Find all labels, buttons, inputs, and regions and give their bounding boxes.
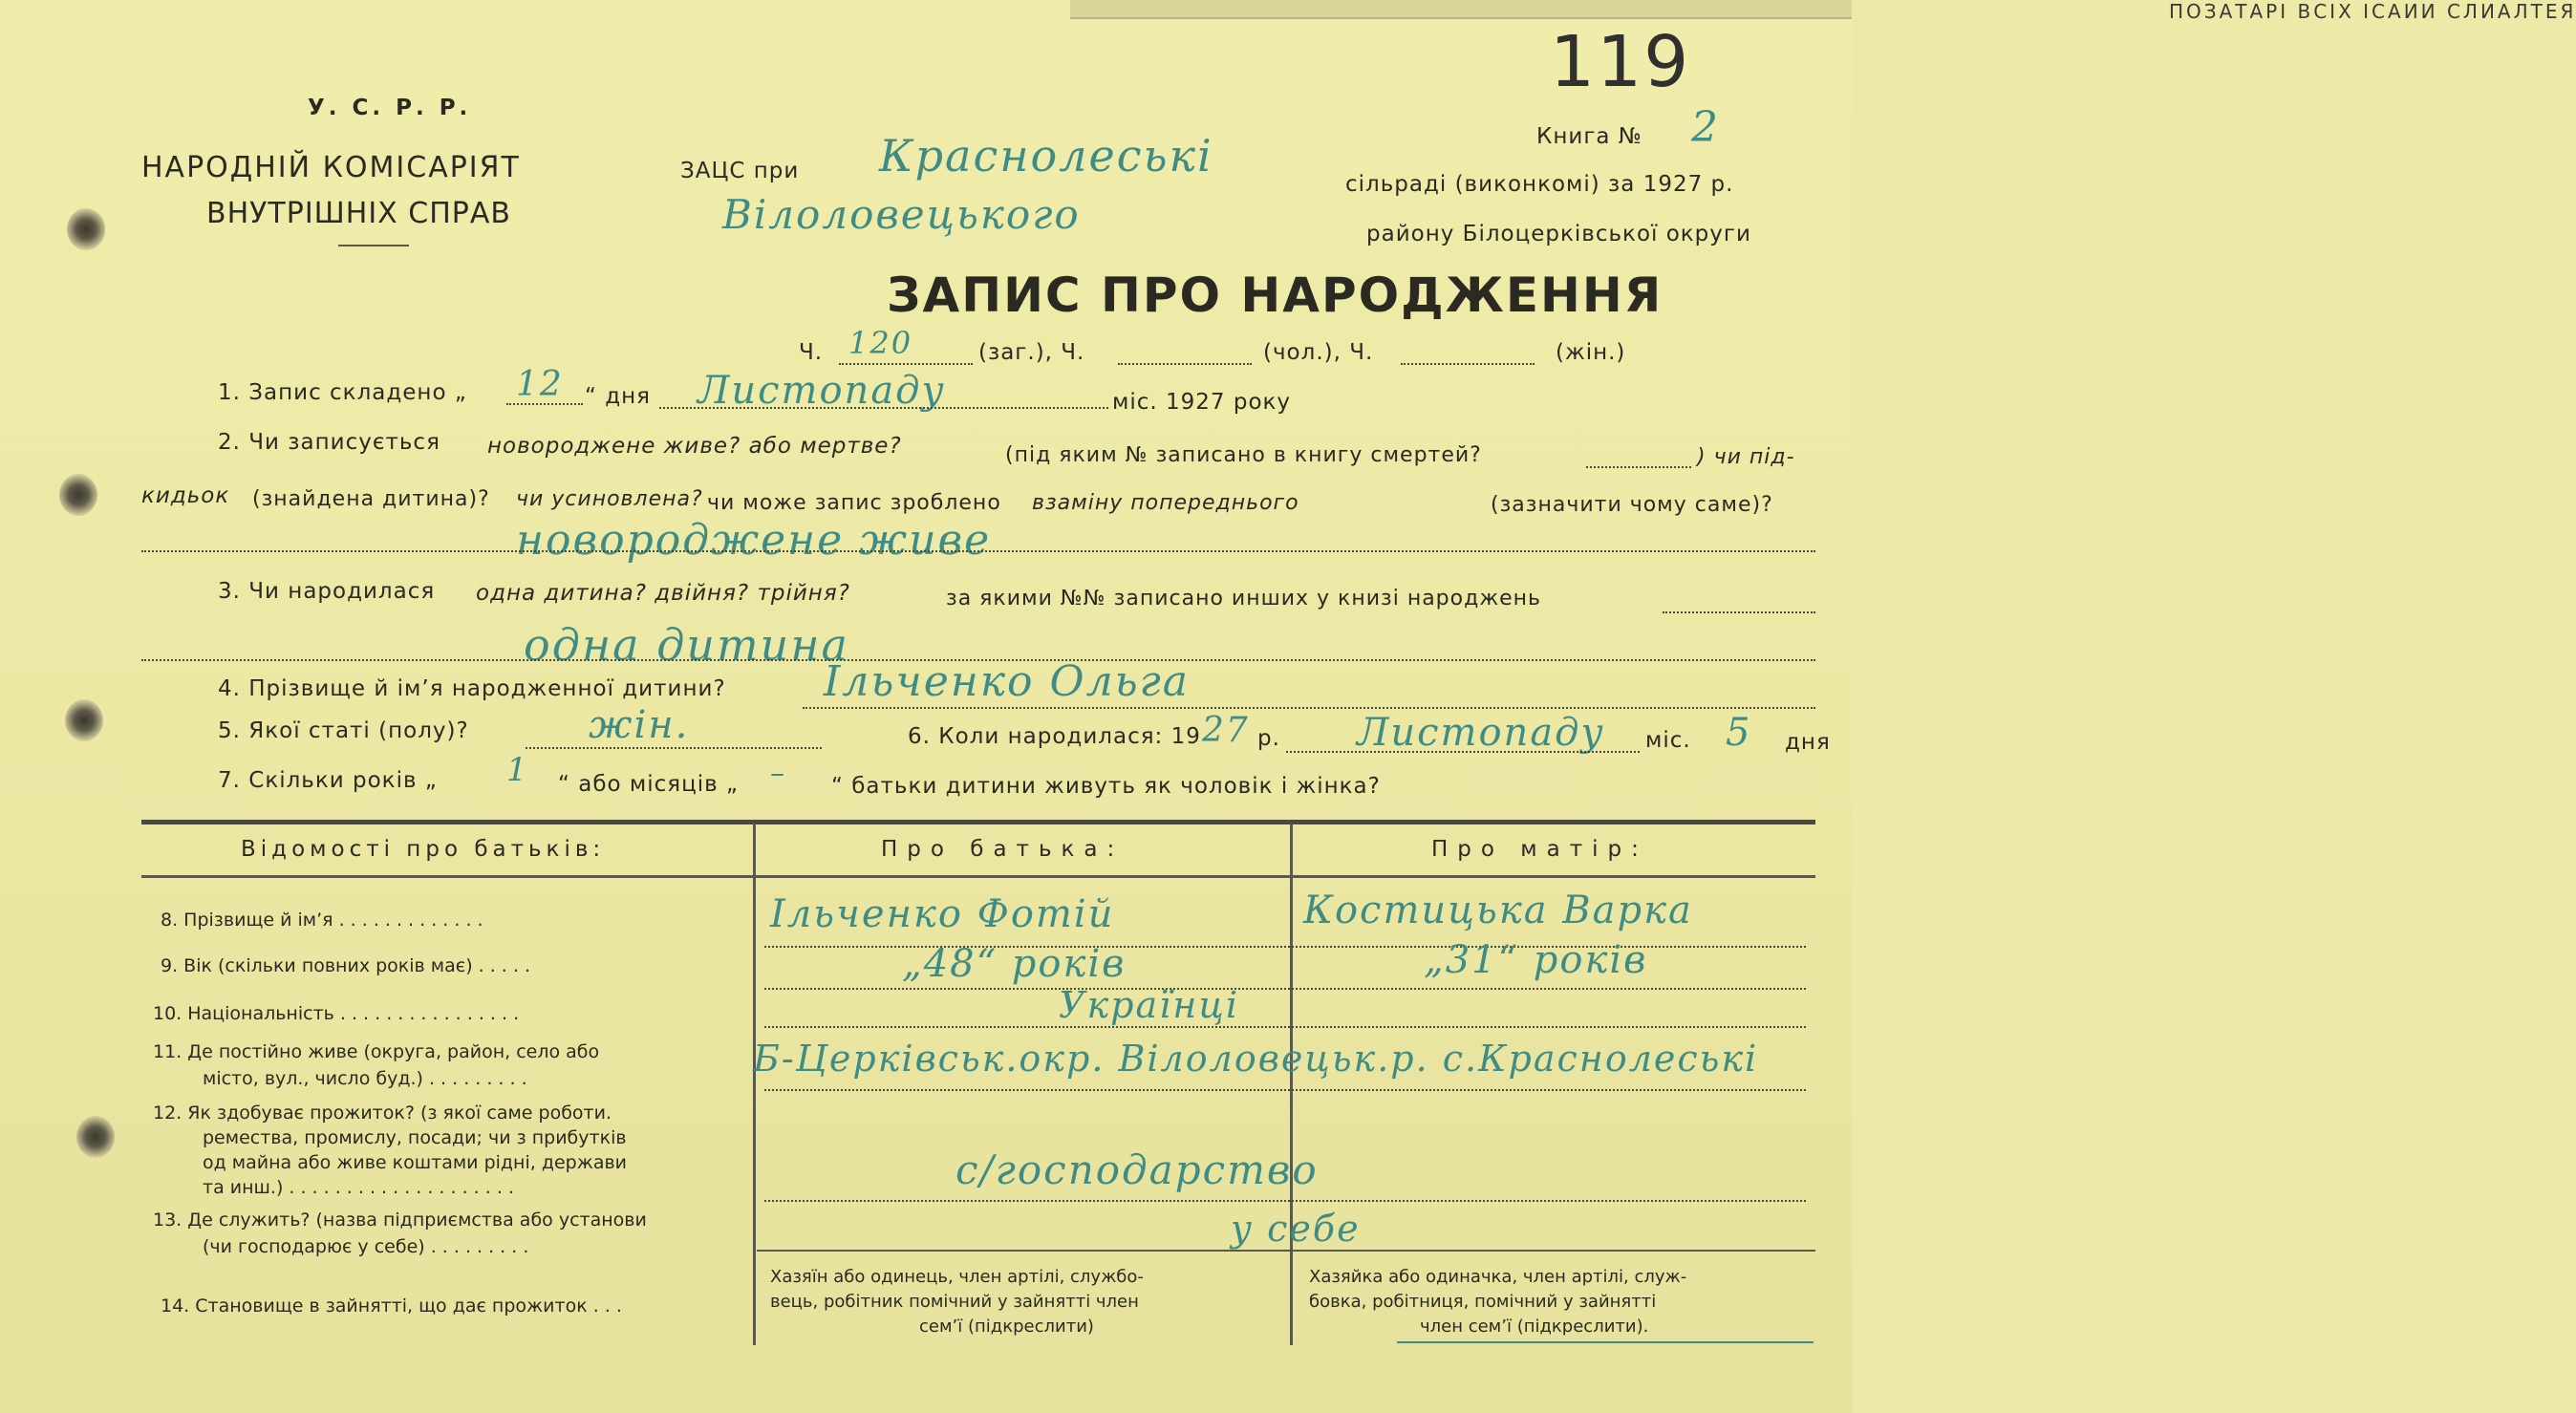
occupation-handwritten: с/господарство (955, 1146, 1319, 1193)
item3-label: 3. Чи народилася (218, 579, 436, 604)
row10-label: 10. Національність . . . . . . . . . . . . . . . . (153, 1003, 520, 1024)
total-label: (заг.), Ч. (978, 340, 1085, 365)
item2-foundling: кидьок (141, 483, 230, 508)
dotted-line (764, 1200, 1806, 1202)
male-label: (чол.), Ч. (1263, 340, 1374, 365)
item2-answer-handwritten: новороджене живе (516, 516, 992, 565)
commissariat-line1: НАРОДНІЙ КОМІСАРІЯТ (141, 151, 521, 184)
dotted-line (839, 363, 973, 365)
item6-r: р. (1257, 726, 1280, 751)
punch-hole (65, 699, 103, 741)
document-title: ЗАПИС ПРО НАРОДЖЕННЯ (887, 268, 1664, 323)
district-handwritten: Вiлоловецького (722, 191, 1081, 238)
table-header-mother: Про матір: (1431, 837, 1648, 862)
father-status-3: сем’ї (підкреслити) (919, 1317, 1094, 1337)
dotted-line (1401, 363, 1535, 365)
dotted-line (1118, 363, 1252, 365)
item2-found-child: (знайдена дитина)? (252, 487, 490, 511)
mother-status-1: Хазяйка або одиначка, член артілі, служ- (1309, 1267, 1687, 1287)
item6-year-handwritten: 27 (1202, 711, 1250, 750)
document-number: 119 (1550, 21, 1691, 103)
top-edge-sheet (1070, 0, 2576, 23)
item7-months-handwritten: – (770, 757, 786, 790)
item7-years-handwritten: 1 (506, 751, 529, 789)
district-text: району Білоцерківської округи (1366, 222, 1751, 246)
item3-answer-handwritten: одна дитина (524, 619, 849, 671)
item2-reason: (зазначити чому саме)? (1491, 493, 1773, 517)
table-col-divider-2 (1290, 824, 1293, 1345)
item2-options: новороджене живе? або мертве? (487, 434, 902, 459)
table-status-divider (757, 1250, 1815, 1252)
father-age-handwritten: „48“ років (902, 942, 1127, 986)
row8-label: 8. Прізвище й ім’я . . . . . . . . . . . . . (161, 910, 483, 931)
dotted-line (764, 1026, 1806, 1028)
mother-status-2: бовка, робітниця, помічний у зайнятті (1309, 1292, 1657, 1312)
commissariat-line2: ВНУТРІШНІХ СПРАВ (206, 197, 511, 230)
item6-mis: міс. (1645, 728, 1691, 753)
punch-hole (67, 208, 105, 250)
total-number-handwritten: 120 (848, 325, 913, 361)
row13-label-a: 13. Де служить? (назва підприємства або установи (153, 1210, 647, 1231)
row11-label-a: 11. Де постійно живе (округа, район, село або (153, 1041, 600, 1062)
item1-year-text: міс. 1927 року (1112, 390, 1292, 415)
table-header-father: Про батька: (881, 837, 1125, 862)
dotted-line (659, 407, 1108, 409)
item2-end: ) чи під- (1697, 445, 1795, 469)
item3-rest: за якими №№ записано инших у книзі народжень (946, 587, 1542, 610)
item7-months-label: “ або місяців „ (558, 772, 739, 797)
row13-label-b: (чи господарює у себе) . . . . . . . . . (203, 1236, 529, 1257)
item1-label: 1. Запис складено „ (218, 380, 467, 405)
item6-day-handwritten: 5 (1726, 711, 1752, 755)
header-divider (338, 245, 409, 246)
row12-label-c: од майна або живе коштами рідні, держави (203, 1152, 628, 1173)
mother-name-handwritten: Костицька Варка (1303, 888, 1693, 932)
dotted-line (506, 403, 583, 405)
table-col-divider-1 (753, 824, 756, 1345)
item7-label: 7. Скільки років „ (218, 768, 438, 793)
underline-mark (1397, 1341, 1814, 1343)
table-header-border (141, 875, 1815, 878)
row9-label: 9. Вік (скільки повних років має) . . . . . (161, 955, 531, 976)
item6-dnia: дня (1785, 730, 1831, 755)
item4-label: 4. Прізвище й ім’я народженної дитини? (218, 676, 726, 701)
item1-day-handwritten: 12 (516, 365, 564, 404)
item2-replacement: взаміну попереднього (1032, 491, 1299, 515)
nationality-handwritten: Українці (1059, 984, 1239, 1026)
dotted-line (1286, 751, 1640, 753)
row12-label-d: та инш.) . . . . . . . . . . . . . . . . . . . . (203, 1177, 514, 1198)
item5-label: 5. Якої статі (полу)? (218, 718, 469, 743)
dotted-line (1586, 466, 1691, 468)
dotted-line (526, 747, 822, 749)
item2-label: 2. Чи записується (218, 430, 440, 455)
zags-label: ЗАЦС при (680, 159, 800, 183)
item3-options: одна дитина? двійня? трійня? (476, 581, 850, 606)
item1-day-label: “ дня (585, 384, 652, 409)
dotted-line (764, 1089, 1806, 1091)
father-status-2: вець, робітник помічний у зайнятті член (770, 1292, 1139, 1312)
service-handwritten: у себе (1231, 1208, 1361, 1250)
item4-answer-handwritten: Ільченко Ольга (824, 657, 1191, 706)
punch-hole (76, 1116, 115, 1158)
dotted-line (803, 707, 1815, 709)
dotted-line (141, 550, 1815, 552)
row11-label-b: місто, вул., число буд.) . . . . . . . . . (203, 1068, 527, 1089)
row12-label-a: 12. Як здобуває прожиток? (з якої саме роботи. (153, 1103, 612, 1124)
table-top-border (141, 820, 1815, 824)
item2-death-book: (під яким № записано в книгу смертей? (1005, 443, 1482, 467)
table-header-info: Відомості про батьків: (241, 837, 606, 862)
book-label: Книга № (1536, 124, 1642, 149)
father-status-1: Хазяїн або одинець, член артілі, службо- (770, 1267, 1144, 1287)
item7-end: “ батьки дитини живуть як чоловік і жінка? (831, 774, 1381, 799)
republic-label: У. С. Р. Р. (308, 96, 472, 120)
dotted-line (764, 988, 1806, 990)
item6-label: 6. Коли народилася: 19 (908, 724, 1201, 749)
village-handwritten: Краснолеськi (879, 130, 1213, 182)
item6-month-handwritten: Листопаду (1357, 711, 1605, 755)
punch-hole (59, 474, 97, 516)
row14-label: 14. Становище в зайнятті, що дає прожиток . . . (161, 1295, 622, 1317)
mother-age-handwritten: „31“ років (1424, 938, 1648, 982)
council-text: сільраді (виконкомі) за 1927 р. (1345, 172, 1734, 197)
mother-status-3: член сем’ї (підкреслити). (1420, 1317, 1649, 1337)
item2-adopted: чи усиновлена? (516, 487, 703, 511)
father-name-handwritten: Ільченко Фотій (770, 892, 1115, 936)
item2-may-be: чи може запис зроблено (707, 491, 1001, 515)
row12-label-b: ремества, промислу, посади; чи з прибутків (203, 1127, 627, 1148)
dotted-line (1663, 611, 1815, 613)
item1-month-handwritten: Листопаду (698, 369, 946, 413)
number-ch-label: Ч. (799, 340, 824, 365)
female-label: (жін.) (1556, 340, 1626, 365)
residence-handwritten: Б-Церківськ.окр. Вiлоловецьк.р. с.Краснолеськi (753, 1038, 1759, 1080)
top-edge-text: ПОЗАТАРІ ВСІХ ІСАИИ СЛИАЛТЕЯ (2169, 0, 2576, 23)
book-number: 2 (1691, 103, 1720, 152)
item5-answer-handwritten: жін. (589, 703, 690, 747)
